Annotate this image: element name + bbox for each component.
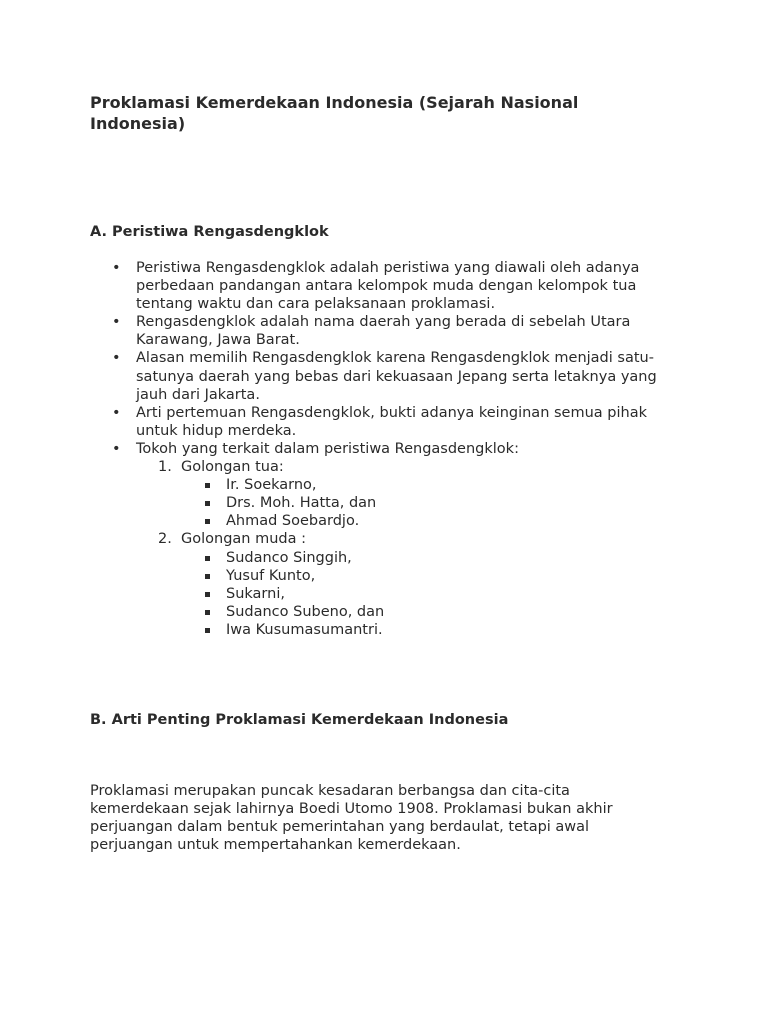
square-bullet-icon [205, 592, 210, 597]
section-a-bullet-list [90, 259, 690, 639]
section-a-heading: A. Peristiwa Rengasdengklok [90, 224, 329, 240]
member-name: Ahmad Soebardjo. [226, 513, 360, 530]
member-item [181, 585, 690, 603]
member-name: Iwa Kusumasumantri. [226, 621, 383, 638]
bullet-dot-icon: • [112, 260, 121, 276]
document-title: Proklamasi Kemerdekaan Indonesia (Sejarah Nasional Indonesia) [90, 93, 579, 133]
member-name: Yusuf Kunto, [226, 567, 316, 584]
member-item [181, 621, 690, 639]
member-item [181, 512, 690, 530]
square-bullet-icon [205, 628, 210, 633]
group-label: Golongan muda : [181, 531, 306, 548]
member-name: Sudanco Singgih, [226, 549, 352, 566]
member-item [181, 603, 690, 621]
member-item [181, 567, 690, 585]
group-label: Golongan tua: [181, 459, 284, 476]
square-bullet-icon [205, 519, 210, 524]
member-name: Sudanco Subeno, dan [226, 603, 385, 620]
group-item-tua [136, 458, 690, 530]
bullet-item [90, 349, 690, 403]
bullet-text: Arti pertemuan Rengasdengklok, bukti adanya keinginan semua pihak untuk hidup merdeka. [136, 404, 647, 439]
bullet-dot-icon: • [112, 404, 121, 421]
member-item [181, 494, 690, 512]
member-item [181, 476, 690, 494]
group-item-muda [136, 530, 690, 639]
bullet-dot-icon: • [112, 350, 121, 367]
square-bullet-icon [205, 610, 210, 615]
square-bullet-icon [205, 574, 210, 579]
group-members-list [181, 549, 690, 639]
group-number: 1. [158, 459, 172, 476]
bullet-text: Alasan memilih Rengasdengklok karena Rengasdengklok menjadi satu-satunya daerah yang bebas dari kekuasaan Jepang serta letaknya yang jauh dari Jakarta. [136, 350, 657, 403]
figures-ordered-list [136, 458, 690, 639]
group-members-list [181, 476, 690, 530]
section-b-heading: B. Arti Penting Proklamasi Kemerdekaan Indonesia [90, 712, 509, 728]
bullet-item [90, 313, 690, 349]
bullet-item [90, 440, 690, 639]
section-b-paragraph: Proklamasi merupakan puncak kesadaran berbangsa dan cita-cita kemerdekaan sejak lahirnya Boedi Utomo 1908. Proklamasi bukan akhir perjuangan dalam bentuk pemerintahan yang berdaulat, tetapi awal perjuangan untuk mempertahankan kemerdekaan. [90, 783, 613, 854]
member-item [181, 549, 690, 567]
bullet-text: Peristiwa Rengasdengklok adalah peristiwa yang diawali oleh adanya perbedaan pandangan antara kelompok muda dengan kelompok tua tentang waktu dan cara pelaksanaan proklamasi. [136, 260, 640, 313]
bullet-text: Rengasdengklok adalah nama daerah yang berada di sebelah Utara Karawang, Jawa Barat. [136, 314, 631, 349]
member-name: Ir. Soekarno, [226, 477, 317, 494]
bullet-text: Tokoh yang terkait dalam peristiwa Rengasdengklok: [136, 440, 519, 457]
member-name: Sukarni, [226, 585, 285, 602]
square-bullet-icon [205, 483, 210, 488]
square-bullet-icon [205, 556, 210, 561]
member-name: Drs. Moh. Hatta, dan [226, 495, 377, 512]
group-number: 2. [158, 531, 172, 548]
bullet-dot-icon: • [112, 314, 121, 331]
bullet-item [90, 404, 690, 440]
bullet-dot-icon: • [112, 440, 121, 457]
bullet-item [90, 259, 690, 313]
square-bullet-icon [205, 501, 210, 506]
